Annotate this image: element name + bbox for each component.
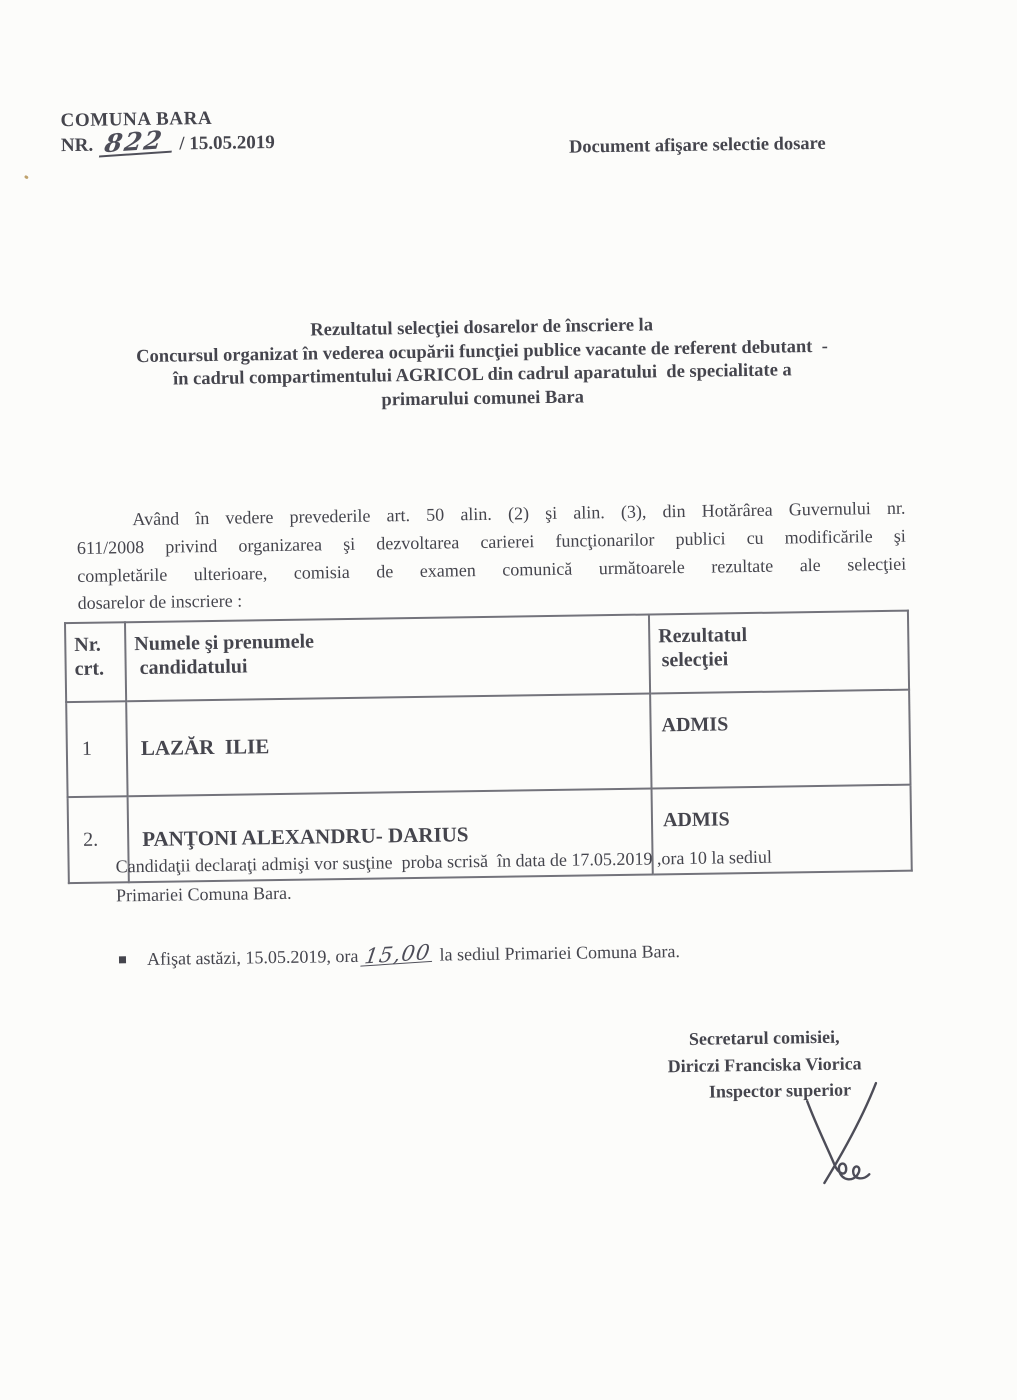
results-title-line: în cadrul compartimentului AGRICOL din cadrul aparatului de specialitate a bbox=[172, 360, 792, 390]
row-number-cell: 2. bbox=[68, 796, 129, 883]
header-candidate-name: Numele şi prenumele candidatului bbox=[125, 614, 650, 701]
candidate-name-cell: PANŢONI ALEXANDRU- DARIUS bbox=[128, 788, 653, 882]
registration-date: / 15.05.2019 bbox=[179, 131, 275, 155]
results-title bbox=[56, 311, 909, 418]
intro-line: Având în vedere prevederile art. 50 alin. (2) şi alin. (3), din Hotărârea Guvernului nr. bbox=[132, 497, 906, 530]
candidate-name-cell: LAZĂR ILIE bbox=[126, 693, 651, 796]
registration-number-handwritten: 822 bbox=[99, 130, 175, 158]
signature-role: Secretarul comisiei, bbox=[688, 1026, 840, 1049]
table-header-row bbox=[65, 611, 909, 702]
signature-name: Diriczi Franciska Viorica bbox=[667, 1052, 862, 1076]
note-line: Candidaţii declaraţi admişi vor susţine proba scrisă în data de 17.05.2019 ,ora 10 la sediul bbox=[115, 846, 773, 877]
note-paragraph bbox=[115, 841, 868, 909]
signature-title: Inspector superior bbox=[708, 1079, 852, 1102]
intro-paragraph bbox=[76, 495, 907, 618]
document-type-title: Document afişare selectie dosare bbox=[568, 133, 826, 158]
registration-number-line bbox=[60, 125, 275, 159]
header-selection-result: Rezultatul selecţiei bbox=[649, 611, 909, 694]
square-bullet-icon bbox=[119, 957, 126, 964]
intro-line: 611/2008 privind organizarea şi dezvoltarea carierei funcţionarilor publici cu modificările şi bbox=[76, 525, 906, 558]
result-cell: ADMIS bbox=[650, 690, 910, 789]
handwritten-signature bbox=[787, 1080, 889, 1189]
org-name: COMUNA BARA bbox=[60, 107, 213, 132]
posted-line bbox=[119, 941, 680, 970]
posted-suffix: la sediul Primariei Comuna Bara. bbox=[439, 941, 681, 965]
result-cell: ADMIS bbox=[652, 785, 912, 875]
header-nr-crt: Nr. crt. bbox=[65, 622, 126, 702]
results-title-line: Rezultatul selecţiei dosarelor de înscriere la bbox=[310, 315, 654, 341]
intro-line: dosarelor de inscriere : bbox=[77, 590, 243, 614]
results-title-line: primarului comunei Bara bbox=[381, 386, 585, 410]
note-line: Primariei Comuna Bara. bbox=[115, 882, 292, 905]
registration-number-label: NR. bbox=[60, 134, 94, 157]
posted-time-handwritten: 15,00 bbox=[361, 944, 435, 967]
row-number-cell: 1 bbox=[66, 701, 127, 797]
results-title-line: Concursul organizat în vederea ocupării funcţiei publice vacante de referent debutant - bbox=[136, 336, 828, 367]
posted-prefix: Afişat astăzi, 15.05.2019, ora bbox=[146, 945, 359, 969]
intro-line: completările ulterioare, comisia de examen comunică următoarele rezultate ale selecţiei bbox=[77, 553, 907, 586]
table-row bbox=[66, 690, 910, 797]
paper-speck bbox=[24, 175, 29, 180]
